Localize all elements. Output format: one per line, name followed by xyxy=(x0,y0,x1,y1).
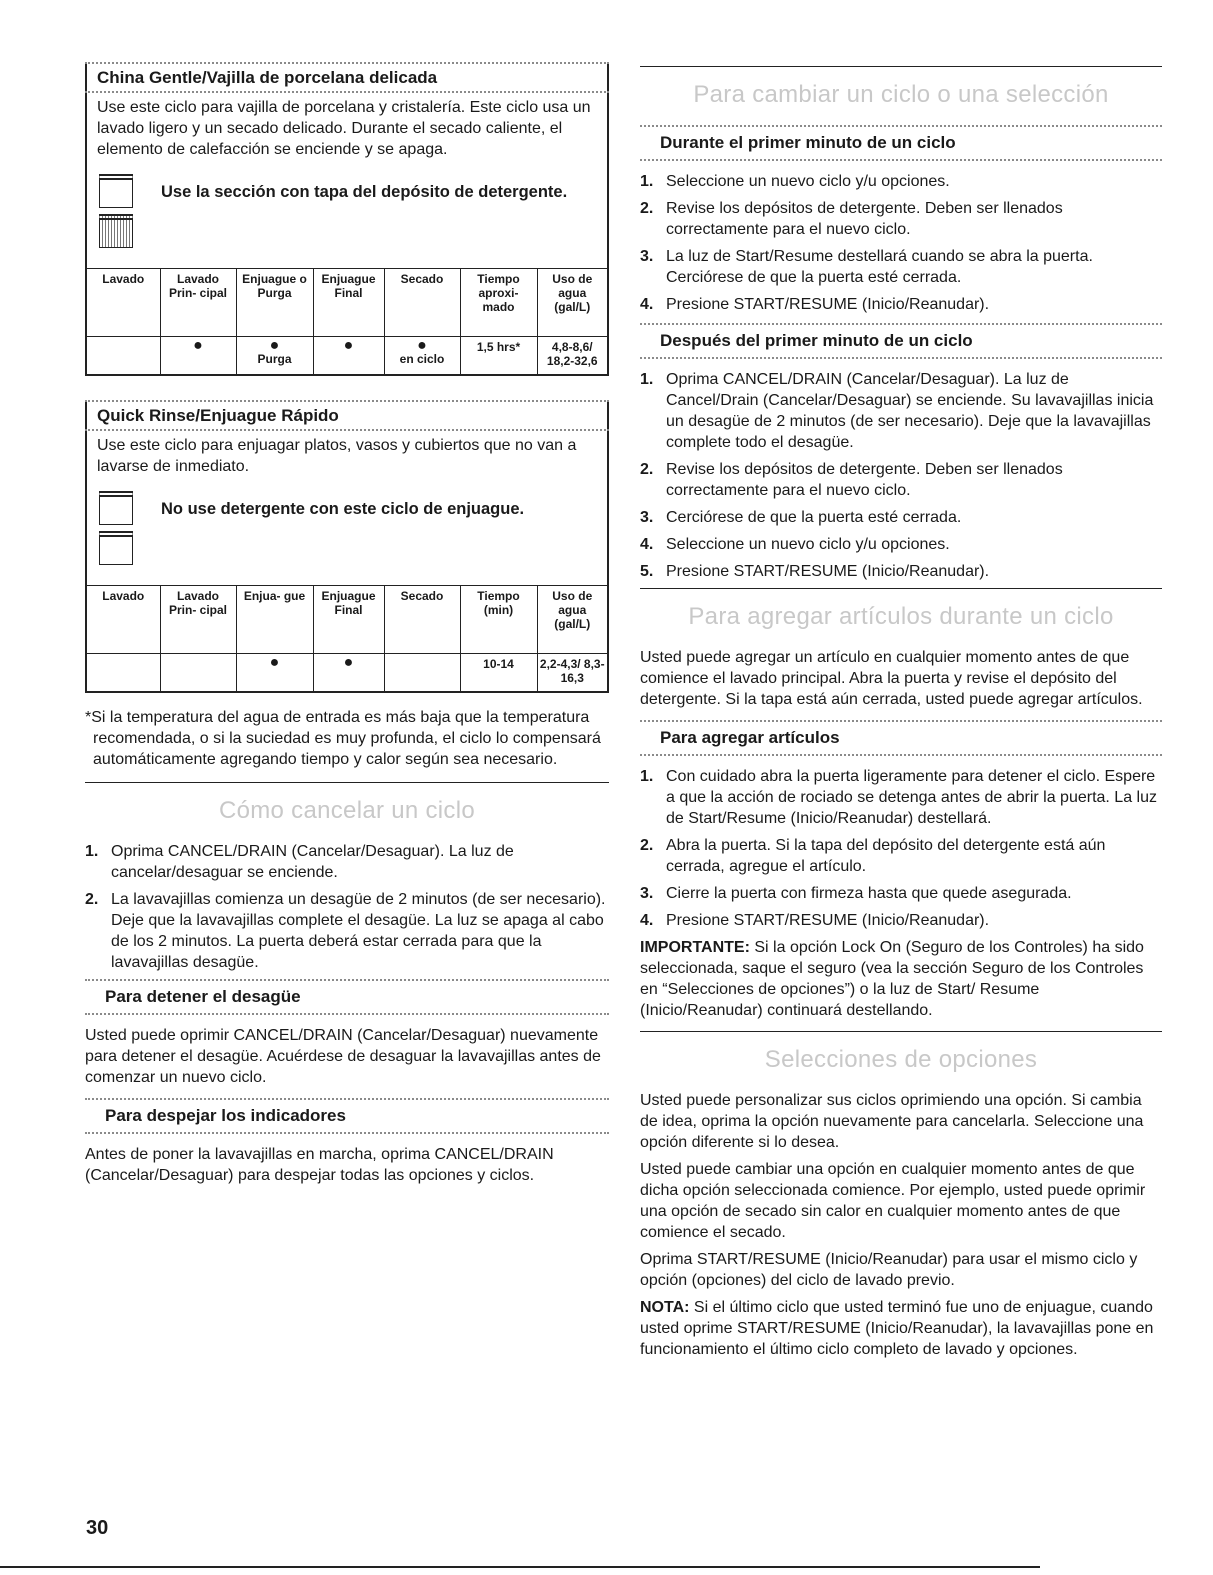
list-item: 1. Oprima CANCEL/DRAIN (Cancelar/Desaguar). La luz de Cancel/Drain (Cancelar/Desaguar) se enciende. Su lavavajillas inicia un desagüe de 2 minutos (de ser necesario). Deje que la lavavajillas complete todo el desagüe. xyxy=(640,371,1154,451)
table-cell: 1,5 hrs* xyxy=(460,337,537,375)
table-header: Uso de agua (gal/L) xyxy=(537,586,607,654)
after-minute-steps xyxy=(640,369,1162,582)
list-item: 3. La luz de Start/Resume destellará cuando se abra la puerta. Cerciórese de que la puerta esté cerrada. xyxy=(640,248,1093,286)
list-item: 3. Cierre la puerta con firmeza hasta que quede asegurada. xyxy=(640,885,1072,902)
table-header: Lavado Prin- cipal xyxy=(160,269,236,337)
cancel-section xyxy=(85,782,609,1186)
first-minute-steps xyxy=(640,171,1162,315)
quick-rinse-note xyxy=(87,477,607,585)
list-item: 2. La lavavajillas comienza un desagüe de 2 minutos (de ser necesario). Deje que la lavavajillas complete el desagüe. La luz se apaga al cabo de los 2 minutos. La puerta deberá estar cerrada para que la lavavajillas desagüe. xyxy=(85,891,606,971)
table-cell: 4,8-8,6/ 18,2-32,6 xyxy=(537,337,607,375)
divider xyxy=(640,754,1162,756)
left-column xyxy=(85,62,609,1192)
table-header: Lavado xyxy=(87,586,160,654)
table-cell: ● en ciclo xyxy=(384,337,460,375)
quick-rinse-title: Quick Rinse/Enjuague Rápido xyxy=(85,402,609,429)
table-cell: ● xyxy=(313,654,384,692)
filled-cup-icon xyxy=(99,214,133,248)
stop-drain-title: Para detener el desagüe xyxy=(105,987,301,1006)
table-cell: ● xyxy=(313,337,384,375)
empty-cup-icon xyxy=(99,174,133,208)
quick-rinse-section xyxy=(85,400,609,693)
add-items-intro: Usted puede agregar un artículo en cualquier momento antes de que comience el lavado principal. Abra la puerta y revise el depósito del detergente. Si la tapa está aún cerrada, usted puede agregar artículos. xyxy=(640,649,1143,708)
china-gentle-table xyxy=(87,268,607,375)
table-cell: 10-14 xyxy=(460,654,537,692)
divider xyxy=(640,357,1162,359)
detergent-cup-icons xyxy=(99,174,137,254)
table-header: Tiempo (min) xyxy=(460,586,537,654)
china-gentle-box xyxy=(85,93,609,376)
cancel-steps xyxy=(85,841,609,973)
empty-cup-icon xyxy=(99,491,133,525)
table-cell: 2,2-4,3/ 8,3-16,3 xyxy=(537,654,607,692)
quick-rinse-table xyxy=(87,585,607,692)
list-item: 2. Revise los depósitos de detergente. Deben ser llenados correctamente para el nuevo ciclo. xyxy=(640,200,1063,238)
divider xyxy=(640,159,1162,161)
detergent-cup-icons xyxy=(99,491,137,571)
list-item: 1. Seleccione un nuevo ciclo y/u opciones. xyxy=(640,173,950,190)
list-item: 4. Seleccione un nuevo ciclo y/u opciones. xyxy=(640,536,950,553)
table-header: Secado xyxy=(384,586,460,654)
stop-drain-text: Usted puede oprimir CANCEL/DRAIN (Cancelar/Desaguar) nuevamente para detener el desagüe. Acuérdese de desaguar la lavavajillas antes de comenzar un nuevo ciclo. xyxy=(85,1027,601,1086)
table-row xyxy=(87,337,607,375)
add-items-steps xyxy=(640,766,1162,931)
list-item: 3. Cerciórese de que la puerta esté cerrada. xyxy=(640,509,962,526)
cancel-title: Cómo cancelar un ciclo xyxy=(218,797,476,824)
list-item: 4. Presione START/RESUME (Inicio/Reanudar). xyxy=(640,296,990,313)
add-items-title: Para agregar artículos durante un ciclo xyxy=(688,603,1114,630)
important-note: IMPORTANTE: Si la opción Lock On (Seguro de los Controles) ha sido seleccionada, saque el seguro (vea la sección Seguro de los Controles en “Selecciones de opciones”) o la luz de Start/ Resume (Inicio/Reanudar) continuará destellando. xyxy=(640,939,1144,1019)
empty-cup-icon xyxy=(99,531,133,565)
list-item: 1. Con cuidado abra la puerta ligeramente para detener el ciclo. Espere a que la acción de rociado se detenga antes de abrir la puerta. La luz de Start/Resume (Inicio/Reanudar) destellará. xyxy=(640,768,1157,827)
table-cell: ● xyxy=(236,654,313,692)
table-cell xyxy=(160,654,236,692)
footnote: *Si la temperatura del agua de entrada es más baja que la temperatura recomendada, o si la suciedad es muy profunda, el ciclo lo compensará automáticamente agregando tiempo y calor según sea necesario. xyxy=(85,709,601,768)
table-header: Lavado Prin- cipal xyxy=(160,586,236,654)
table-cell: ● Purga xyxy=(236,337,313,375)
options-note: NOTA: Si el último ciclo que usted terminó fue uno de enjuague, cuando usted oprime START/RESUME (Inicio/Reanudar), la lavavajillas pone en funcionamiento el último ciclo completo de lavado y opciones. xyxy=(640,1299,1154,1358)
quick-rinse-note-text: No use detergente con este ciclo de enjuague. xyxy=(161,500,525,518)
list-item: 1. Oprima CANCEL/DRAIN (Cancelar/Desaguar). La luz de cancelar/desaguar se enciende. xyxy=(85,843,514,881)
table-cell xyxy=(384,654,460,692)
table-header: Uso de agua (gal/L) xyxy=(537,269,607,337)
list-item: 4. Presione START/RESUME (Inicio/Reanudar). xyxy=(640,912,990,929)
options-title: Selecciones de opciones xyxy=(764,1046,1038,1073)
after-minute-title: Después del primer minuto de un ciclo xyxy=(660,331,973,350)
table-header: Secado xyxy=(384,269,460,337)
list-item: 2. Abra la puerta. Si la tapa del depósito del detergente está aún cerrada, agregue el artículo. xyxy=(640,837,1106,875)
table-row xyxy=(87,654,607,692)
options-paragraph: Usted puede cambiar una opción en cualquier momento antes de que dicha opción seleccionada comience. Por ejemplo, usted puede oprimir una opción de secado sin calor en cualquier momento antes de que comience el secado. xyxy=(640,1161,1146,1241)
list-item: 5. Presione START/RESUME (Inicio/Reanudar). xyxy=(640,563,990,580)
divider xyxy=(85,1132,609,1134)
china-gentle-note xyxy=(87,160,607,268)
clear-indicators-title: Para despejar los indicadores xyxy=(105,1106,346,1125)
page-number: 30 xyxy=(86,1517,109,1539)
table-cell xyxy=(87,337,160,375)
bottom-rule xyxy=(0,1566,1040,1568)
list-item: 2. Revise los depósitos de detergente. Deben ser llenados correctamente para el nuevo ciclo. xyxy=(640,461,1063,499)
change-cycle-title: Para cambiar un ciclo o una selección xyxy=(693,81,1109,108)
table-header: Enjua- gue xyxy=(236,586,313,654)
options-paragraph: Oprima START/RESUME (Inicio/Reanudar) para usar el mismo ciclo y opción (opciones) del ciclo de lavado previo. xyxy=(640,1251,1138,1289)
first-minute-title: Durante el primer minuto de un ciclo xyxy=(660,133,956,152)
quick-rinse-box xyxy=(85,431,609,693)
china-gentle-title: China Gentle/Vajilla de porcelana delicada xyxy=(85,64,609,91)
table-cell xyxy=(87,654,160,692)
china-gentle-description: Use este ciclo para vajilla de porcelana y cristalería. Este ciclo usa un lavado ligero y un secado delicado. Durante el secado caliente, el elemento de calefacción se enciende y se apaga. xyxy=(97,99,591,158)
add-items-subtitle: Para agregar artículos xyxy=(660,728,840,747)
options-paragraph: Usted puede personalizar sus ciclos oprimiendo una opción. Si cambia de idea, oprima la opción nuevamente para cancelarla. Seleccione una opción diferente si lo desea. xyxy=(640,1092,1144,1151)
china-gentle-section xyxy=(85,62,609,376)
divider xyxy=(85,1013,609,1015)
table-header: Lavado xyxy=(87,269,160,337)
clear-indicators-text: Antes de poner la lavavajillas en marcha, oprima CANCEL/DRAIN (Cancelar/Desaguar) para despejar todas las opciones y ciclos. xyxy=(85,1146,554,1184)
right-column xyxy=(640,66,1162,1366)
table-header: Enjuague Final xyxy=(313,269,384,337)
table-cell: ● xyxy=(160,337,236,375)
table-header: Enjuague o Purga xyxy=(236,269,313,337)
china-gentle-note-text: Use la sección con tapa del depósito de detergente. xyxy=(161,183,568,201)
table-header: Enjuague Final xyxy=(313,586,384,654)
quick-rinse-description: Use este ciclo para enjuagar platos, vasos y cubiertos que no van a lavarse de inmediato. xyxy=(97,437,577,475)
table-header: Tiempo aproxi- mado xyxy=(460,269,537,337)
